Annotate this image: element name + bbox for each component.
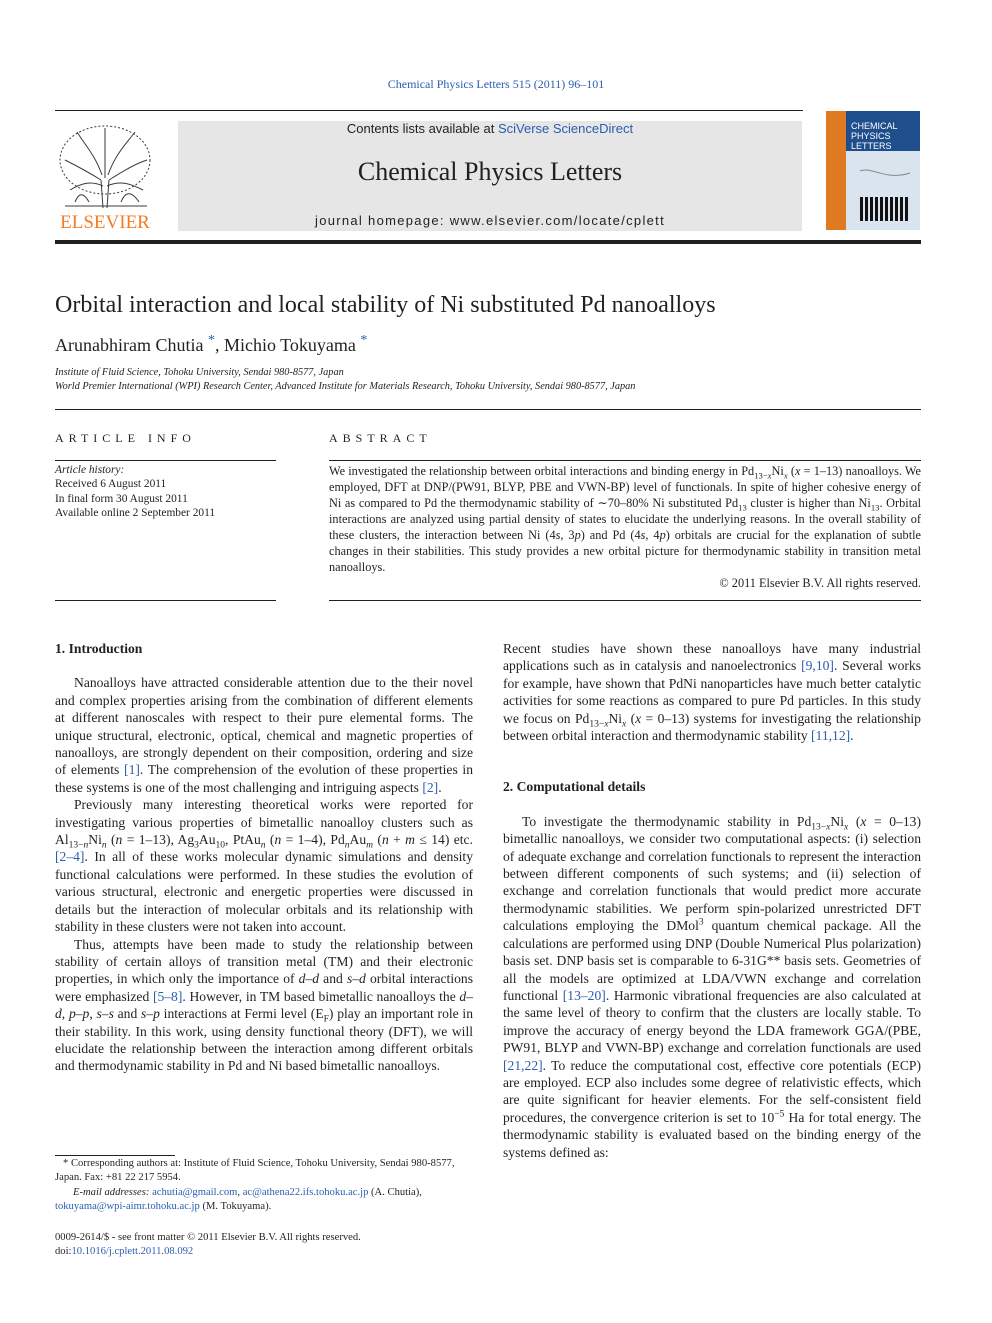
doi-link[interactable]: 10.1016/j.cplett.2011.08.092 (71, 1246, 194, 1258)
sciencedirect-link[interactable]: SciVerse ScienceDirect (497, 121, 634, 136)
corresponding-author-mark[interactable]: * (207, 333, 215, 348)
article-identifiers (55, 1231, 361, 1260)
section-heading: 1. Introduction (55, 641, 143, 656)
paragraph: Previously many interesting theoretical works were reported for investigating various properties of bimetallic nanoalloy clusters such as $Al_{13-n}Ni_n$ (n = 1–13), $Ag_3Au_{10}$, PtAu$_n$ (n = 1–4), $Pd_nAu_m$ (n + m ≤ 14) etc. [2–4]. In all of these works molecular dynamic simulations and density functional calculations were performed. In these studies the evolution of various structural, electronic and energetic properties were discussed in details but the interaction of molecular orbitals and its relationship with stability in these clusters were not taken into account. (55, 797, 473, 935)
header-rule (55, 240, 921, 244)
corresponding-author-mark[interactable]: * (360, 333, 368, 348)
body-column-right (503, 640, 921, 1161)
footnote-rule (55, 1155, 175, 1156)
email-link[interactable]: tokuyama@wpi-aimr.tohoku.ac.jp (55, 1201, 200, 1213)
top-rule (55, 110, 803, 111)
abstract-rule (329, 460, 921, 461)
journal-homepage[interactable]: journal homepage: www.elsevier.com/locate/cplett (315, 213, 665, 228)
abstract-heading: ABSTRACT (329, 431, 432, 445)
affiliation: World Premier International (WPI) Research Center, Advanced Institute for Materials Research, Tohoku University, Sendai 980-8577, Japan (55, 381, 636, 392)
affiliation: Institute of Fluid Science, Tohoku University, Sendai 980-8577, Japan (55, 367, 344, 378)
journal-reference[interactable]: Chemical Physics Letters 515 (2011) 96–101 (387, 77, 605, 91)
svg-text:CHEMICAL: CHEMICAL (851, 121, 898, 131)
abstract-rule (329, 600, 921, 601)
email-note: E-mail addresses: achutia@gmail.com, ac@athena22.ifs.tohoku.ac.jp (A. Chutia), tokuyama@wpi-aimr.tohoku.ac.jp (M. Tokuyama). (55, 1186, 422, 1213)
journal-cover[interactable] (826, 111, 920, 230)
paragraph: Nanoalloys have attracted considerable attention due to the their novel and complex properties arising from the combination of different elements at different nanoscales with respect to their pure elemental forms. The unique structural, electronic, optical, chemical and magnetic properties of nanoalloys, are strongly dependent on their composition, ordering and size of elements [1]. The comprehension of the evolution of these properties in these systems is one of the most challenging and intriguing aspects [2]. (55, 675, 474, 795)
elsevier-tree-icon (55, 120, 155, 232)
contents-line: Contents lists available at SciVerse ScienceDirect (346, 121, 634, 136)
paragraph: To investigate the thermodynamic stability in $Pd_{13-x}Ni_x$ (x = 0–13) bimetallic nanoalloys, we consider two computational aspects: (i) selection of adequate exchange and correlation functionals to represent the interaction between different components of such systems; and (ii) selection of exchange and correlation functionals that would predict more accurate thermodynamic stabilities. We perform spin-polarized unrestricted DFT calculations employing the DMol$^3$ quantum chemical package. All the calculations are performed using DNP (Double Numerical Plus polarization) basis set. DNP basis set is comparable to 6-31G** basis sets. Geometries of all the models are optimized at LDA/VWN exchange and correlation functional [13–20]. Harmonic vibrational frequencies are also calculated at the same level of theory to confirm that the clusters are locally stable. To improve the accuracy of energy beyond the LDA framework GGA/(PBE, PW91, BLYP and VWN-BP) exchange and correlation functionals are used [21,22]. To reduce the computational cost, effective core potentials (ECP) are employed. ECP also includes some degree of relativistic effects, which are quite significant for heavier elements. For the self-consistent field procedures, the convergence criterion is set to $10^{-5}$ Ha for total energy. The thermodynamic stability is evaluated based on the binding energy of the systems defined as: (503, 813, 921, 1160)
svg-text:PHYSICS: PHYSICS (851, 131, 891, 141)
article-info-rule (55, 460, 276, 461)
article-history: Article history: Received 6 August 2011 In final form 30 August 2011 Available online 2 September 2011 (55, 464, 216, 520)
body-column-left (55, 640, 473, 1075)
elsevier-logo[interactable] (55, 120, 155, 232)
article-info-rule (55, 600, 276, 601)
author-list: Arunabhiram Chutia *, Michio Tokuyama * (55, 333, 368, 355)
paragraph: Thus, attempts have been made to study the relationship between stability of certain alloys of transition metal (TM) and their electronic properties, in which only the importance of d–d and s–d orbital interactions were emphasized [5–8]. However, in TM based bimetallic nanoalloys the d–d, p–p, s–s and s–p interactions at Fermi level $(E_F)$ play an important role in their stability. In this work, using density functional theory (DFT), we will elucidate the relationship between the interaction among different orbitals and thermodynamic stability in Pd and Ni based bimetallic nanoalloys. (55, 936, 474, 1074)
paragraph: Recent studies have shown these nanoalloys have many industrial applications such as in catalysis and nanoelectronics [9,10]. Several works for example, have shown that PdNi nanoparticles have much better catalytic activities for some reactions as compared to pure Pd particles. In this study we focus on $Pd_{13-x}Ni_x$ (x = 0–13) systems for investigating the relationship between orbital interaction and thermodynamic stability [11,12]. (503, 641, 921, 744)
title-rule (55, 409, 921, 410)
section-heading: 2. Computational details (503, 779, 646, 795)
journal-title[interactable]: Chemical Physics Letters (357, 157, 623, 186)
author-name: Michio Tokuyama (223, 335, 356, 355)
article-title: Orbital interaction and local stability of Ni substituted Pd nanoalloys (55, 292, 716, 318)
journal-cover-image (826, 111, 920, 230)
corresponding-author-note: * Corresponding authors at: Institute of Fluid Science, Tohoku University, Sendai 980-8577, Japan. Fax: +81 22 217 5954. (55, 1158, 455, 1184)
doi-line: doi:10.1016/j.cplett.2011.08.092 (55, 1246, 194, 1258)
email-link[interactable]: achutia@gmail.com (152, 1186, 238, 1198)
email-link[interactable]: ac@athena22.ifs.tohoku.ac.jp (242, 1186, 369, 1198)
publisher-name: ELSEVIER (60, 212, 150, 232)
svg-text:LETTERS: LETTERS (851, 141, 892, 151)
author-name: Arunabhiram Chutia (55, 335, 204, 355)
article-info-heading: ARTICLE INFO (55, 431, 196, 445)
footnotes (55, 1157, 473, 1215)
abstract-text: We investigated the relationship between orbital interactions and binding energy in $Pd_{13-x}Ni_x$ (x = 1–13) nanoalloys. We employed, DFT at DNP/(PW91, BLYP, PBE and VWN-BP) level of functionals. In spite of higher cohesive energy of Ni as compared to Pd the thermodynamic stability of ∼70–80% Ni substituted $Pd_{13}$ cluster is higher than $Ni_{13}$. Orbital interactions are analyzed using partial density of states to elucidate the underlying reasons. In the overall stability of these clusters, the interaction between Ni (4s, 3p) and Pd (4s, 4p) orbitals are crucial for the explanation of subtle changes in their stabilities. This study provides a new orbital picture for thermodynamic stability in transition metal nanoalloys. © 2011 Elsevier B.V. All rights reserved. (329, 464, 921, 590)
copyright: © 2011 Elsevier B.V. All rights reserved. (719, 576, 921, 590)
issn-line: 0009-2614/$ - see front matter © 2011 Elsevier B.V. All rights reserved. (55, 1232, 361, 1243)
